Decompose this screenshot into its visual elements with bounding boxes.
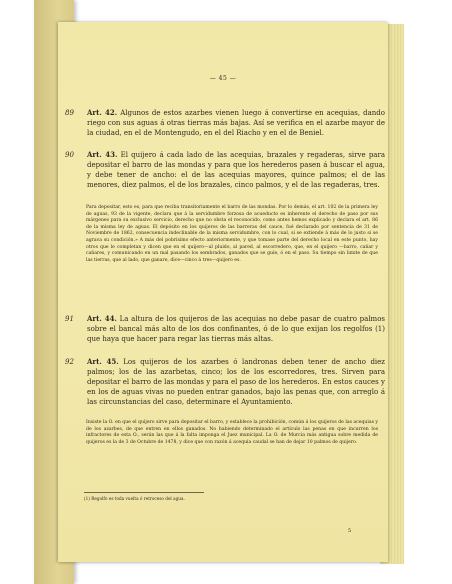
article-label: Art. 45. xyxy=(87,357,119,366)
article-body: El quijero á cada lado de las acequias, brazales y regaderas, sirve para depositar el barro de las mondas y para que los herederos pasen á buscar el agua, y debe tener de ancho: el de las acequias mayores, quince palmos; el de las menores, diez palmos, el de los brazales, cinco palmos, y el de las regaderas, tres. xyxy=(87,151,385,189)
commentary-note-2: Insiste la O. en que el quijero sirve para depositar el barro, y establece la prohibición, común á los quijeros de las acequias y de los azarbes, de que entren en ellos ganados. No habiendo determinado el artículo las penas en que incurren los infractores de esta O., serán las que á la falta imponga el Juez municipal. La O. de Murcia más antigua sobre medida de quijeros es la de 3 de Octubre de 1478, y dice que con razón á acequia caudal se han de dejar 10 palmos de quijero. xyxy=(86,420,378,445)
article-label: Art. 43. xyxy=(87,150,118,159)
article-label: Art. 44. xyxy=(87,314,117,323)
commentary-note-1: Para depositar, esto es, para que reciba transitoriamente el barro de las mondas. Por lo demás, el art. 102 de la primera ley de aguas, 93 de la vigente, declara que á la servidumbre forzosa de acueducto es inherente el derecho de paso por sus márgenes para su exclusivo servicio, derecho que no obsta el reconocido, como antes hemos explicado y declara el art. 86 de la misma ley de aguas. El depósito en los quijeros de las barreras del cauce, fué declarado por sentencia de 31 de Noviembre de 1862, consecuencia indeclinable de la misma servidumbre, con lo cual, si se extiende á más de lo justo si se agrava su condición.» A más del pobrísimo efecto anteriormente, y que tomase parte del derecho local en este punto, hay otros que le completan y dicen que en el quijero—al pluido, al pared, al escorredero, que, en el quijero —barro, cañar y cañares, y comunicando en un mal pasando los sembrados, ganados que se guíe, ó en el paso. Su tiempo sin limite de que las tierras, que al lado, que ganare, dice—cinco á tres—quijero es. xyxy=(86,205,378,263)
footnote: (1) Regolfo es toda vuelta ó retroceso del agua. xyxy=(84,496,185,501)
document-page xyxy=(58,22,388,562)
page-number: — 45 — xyxy=(209,75,237,82)
entry-90 xyxy=(65,150,385,191)
article-label: Art. 42. xyxy=(87,108,118,117)
margin-number: 90 xyxy=(65,151,74,159)
footnote-divider xyxy=(84,492,204,493)
margin-number: 92 xyxy=(65,358,74,366)
entry-91 xyxy=(65,314,385,345)
article-body: Los quijeros de los azarbes ó landronas deben tener de ancho diez palmos; los de las azarbetas, cinco; los de los escorredores, tres. Sirven para depositar el barro de las mondas y para el paso de los herederos. En estos cauces y en los de aguas vivas no pueden entrar ganados, bajo las penas que, con arreglo á las circunstancias del caso, determinare el Ayuntamiento. xyxy=(87,358,385,406)
entry-text xyxy=(87,108,385,139)
margin-number: 91 xyxy=(65,315,74,323)
entry-text xyxy=(87,314,385,345)
article-body: La altura de los quijeros de las acequias no debe pasar de cuatro palmos sobre el bancal más alto de los dos confinantes, ó de lo que exijan los regolfos (1) que haya que hacer para regar las tierras más altas. xyxy=(87,315,385,343)
entry-92 xyxy=(65,357,385,408)
margin-number: 89 xyxy=(65,109,74,117)
entry-text xyxy=(87,150,385,191)
entry-89 xyxy=(65,108,385,139)
signature-mark: 5 xyxy=(348,528,352,534)
entry-text xyxy=(87,357,385,408)
article-body: Algunos de estos azarbes vienen luego á convertirse en acequias, dando riego con sus aguas á otras tierras más bajas. Así se verifica en el azarbe mayor de la ciudad, en el de Montengudo, en el del Riacho y en el de Beniel. xyxy=(87,109,385,137)
